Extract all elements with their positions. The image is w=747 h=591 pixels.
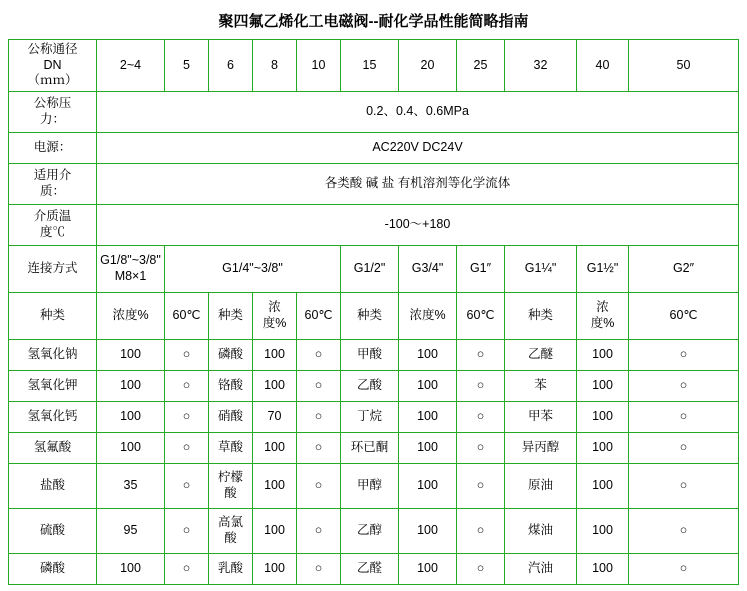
connection-value-3: G3/4"	[399, 245, 457, 292]
chem-rating: ○	[297, 401, 341, 432]
chem-name: 原油	[505, 463, 577, 508]
chem-name: 氢氧化钾	[9, 370, 97, 401]
dn-value-7: 25	[457, 40, 505, 92]
chem-conc: 100	[399, 370, 457, 401]
chem-name: 乙酸	[341, 370, 399, 401]
chem-rating: ○	[629, 370, 739, 401]
chem-name: 高氯 酸	[209, 508, 253, 553]
table-row-chem-header	[9, 292, 739, 339]
chem-name: 磷酸	[209, 339, 253, 370]
chem-rating: ○	[629, 339, 739, 370]
page-title: 聚四氟乙烯化工电磁阀--耐化学品性能简略指南	[218, 13, 529, 30]
table-row-temperature	[9, 204, 739, 245]
chem-conc: 100	[577, 553, 629, 584]
chem-conc: 70	[253, 401, 297, 432]
chem-conc: 100	[577, 401, 629, 432]
chem-name: 乙醛	[341, 553, 399, 584]
chem-name: 甲醇	[341, 463, 399, 508]
chem-conc: 100	[97, 370, 165, 401]
chem-rating: ○	[165, 508, 209, 553]
chem-conc: 100	[253, 553, 297, 584]
medium-value: 各类酸 碱 盐 有机溶剂等化学流体	[97, 163, 739, 204]
power-value: AC220V DC24V	[97, 132, 739, 163]
chem-conc: 100	[253, 463, 297, 508]
table-row-power	[9, 132, 739, 163]
chem-rating: ○	[629, 508, 739, 553]
chem-name: 铬酸	[209, 370, 253, 401]
chem-rating: ○	[629, 463, 739, 508]
chem-conc: 100	[253, 508, 297, 553]
chem-name: 异丙醇	[505, 432, 577, 463]
chem-kind-header-4: 种类	[505, 292, 577, 339]
table-row-connection	[9, 245, 739, 292]
temp-value: -100～+180	[97, 204, 739, 245]
chem-conc: 100	[97, 432, 165, 463]
connection-value-0: G1/8"~3/8" M8×1	[97, 245, 165, 292]
chem-name: 甲苯	[505, 401, 577, 432]
chem-conc: 100	[253, 370, 297, 401]
table-row	[9, 370, 739, 401]
dn-value-9: 40	[577, 40, 629, 92]
chem-conc: 100	[399, 432, 457, 463]
chem-temp-header-4: 60℃	[629, 292, 739, 339]
chem-name: 乙醚	[505, 339, 577, 370]
chem-rating: ○	[165, 401, 209, 432]
chem-rating: ○	[457, 370, 505, 401]
chem-rating: ○	[297, 508, 341, 553]
connection-value-6: G1½"	[577, 245, 629, 292]
pressure-value: 0.2、0.4、0.6MPa	[97, 91, 739, 132]
power-label: 电源：	[9, 132, 97, 163]
temp-label: 介质温 度℃	[9, 204, 97, 245]
chem-rating: ○	[297, 339, 341, 370]
dn-value-8: 32	[505, 40, 577, 92]
chem-name: 乙醇	[341, 508, 399, 553]
chem-name: 盐酸	[9, 463, 97, 508]
dn-value-6: 20	[399, 40, 457, 92]
chem-kind-header-label: 种类	[9, 292, 97, 339]
chem-conc: 100	[577, 463, 629, 508]
chem-conc: 100	[399, 553, 457, 584]
chem-rating: ○	[297, 432, 341, 463]
chem-name: 丁烷	[341, 401, 399, 432]
chem-name: 乳酸	[209, 553, 253, 584]
chem-conc: 100	[577, 339, 629, 370]
table-row	[9, 339, 739, 370]
table-row	[9, 432, 739, 463]
chem-name: 氢氟酸	[9, 432, 97, 463]
chem-name: 磷酸	[9, 553, 97, 584]
connection-value-5: G1¼"	[505, 245, 577, 292]
chem-conc-header-2: 浓 度%	[253, 292, 297, 339]
chem-rating: ○	[165, 339, 209, 370]
chem-conc: 100	[97, 401, 165, 432]
chem-conc: 100	[253, 339, 297, 370]
chem-rating: ○	[165, 553, 209, 584]
dn-value-5: 15	[341, 40, 399, 92]
table-row	[9, 463, 739, 508]
chem-conc: 100	[97, 553, 165, 584]
dn-value-10: 50	[629, 40, 739, 92]
chem-name: 苯	[505, 370, 577, 401]
chem-rating: ○	[165, 370, 209, 401]
chem-conc: 100	[577, 432, 629, 463]
chem-rating: ○	[629, 401, 739, 432]
chem-name: 硫酸	[9, 508, 97, 553]
table-row	[9, 553, 739, 584]
chem-conc: 100	[577, 370, 629, 401]
chem-name: 柠檬 酸	[209, 463, 253, 508]
chem-name: 氢氧化钙	[9, 401, 97, 432]
chem-conc: 100	[97, 339, 165, 370]
chem-rating: ○	[629, 553, 739, 584]
chem-conc: 95	[97, 508, 165, 553]
chem-rating: ○	[297, 463, 341, 508]
connection-label: 连接方式	[9, 245, 97, 292]
chem-temp-header-1: 60℃	[165, 292, 209, 339]
chem-conc: 35	[97, 463, 165, 508]
table-row-dn	[9, 40, 739, 92]
chem-rating: ○	[165, 463, 209, 508]
chem-conc: 100	[399, 463, 457, 508]
chem-kind-header-3: 种类	[341, 292, 399, 339]
chem-name: 环已酮	[341, 432, 399, 463]
dn-value-2: 6	[209, 40, 253, 92]
specification-table	[8, 39, 739, 585]
medium-label: 适用介 质：	[9, 163, 97, 204]
dn-label: 公称通径 DN （ｍｍ）	[9, 40, 97, 92]
chem-conc: 100	[577, 508, 629, 553]
chem-rating: ○	[457, 508, 505, 553]
chem-rating: ○	[457, 432, 505, 463]
dn-value-0: 2~4	[97, 40, 165, 92]
chem-temp-header-3: 60℃	[457, 292, 505, 339]
chem-temp-header-2: 60℃	[297, 292, 341, 339]
table-row	[9, 401, 739, 432]
chem-conc: 100	[399, 339, 457, 370]
chem-rating: ○	[457, 553, 505, 584]
pressure-label: 公称压 力：	[9, 91, 97, 132]
chem-name: 氢氧化钠	[9, 339, 97, 370]
dn-value-4: 10	[297, 40, 341, 92]
dn-value-3: 8	[253, 40, 297, 92]
connection-value-2: G1/2"	[341, 245, 399, 292]
chem-rating: ○	[457, 401, 505, 432]
connection-value-1: G1/4"~3/8"	[165, 245, 341, 292]
connection-value-7: G2″	[629, 245, 739, 292]
chem-conc-header-1: 浓度%	[97, 292, 165, 339]
chem-conc-header-4: 浓 度%	[577, 292, 629, 339]
chem-kind-header-2: 种类	[209, 292, 253, 339]
chem-name: 硝酸	[209, 401, 253, 432]
chem-rating: ○	[457, 463, 505, 508]
chem-name: 煤油	[505, 508, 577, 553]
chem-conc: 100	[399, 508, 457, 553]
chem-name: 汽油	[505, 553, 577, 584]
chem-rating: ○	[165, 432, 209, 463]
chem-rating: ○	[297, 370, 341, 401]
chem-name: 草酸	[209, 432, 253, 463]
table-row-medium	[9, 163, 739, 204]
chem-conc: 100	[253, 432, 297, 463]
table-row-pressure	[9, 91, 739, 132]
chem-rating: ○	[629, 432, 739, 463]
chem-conc-header-3: 浓度%	[399, 292, 457, 339]
connection-value-4: G1″	[457, 245, 505, 292]
chem-rating: ○	[297, 553, 341, 584]
dn-value-1: 5	[165, 40, 209, 92]
chem-conc: 100	[399, 401, 457, 432]
table-row	[9, 508, 739, 553]
chem-name: 甲酸	[341, 339, 399, 370]
chem-rating: ○	[457, 339, 505, 370]
